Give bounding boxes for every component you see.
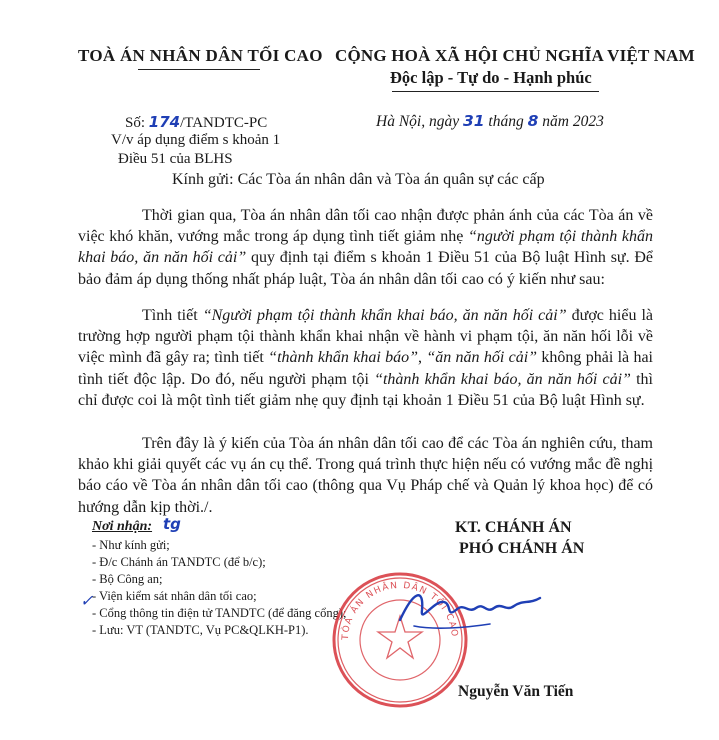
handwritten-signature: [394, 580, 544, 640]
list-item: - Lưu: VT (TANDTC, Vụ PC&QLKH-P1).: [92, 622, 309, 637]
quoted-term: “ăn năn hối cải”: [426, 349, 538, 367]
header-rule-left: [138, 69, 260, 70]
date-month-label: tháng: [484, 113, 528, 130]
signer-name: Nguyễn Văn Tiến: [458, 683, 574, 700]
text-run: Thời gian qua, Tòa án nhân dân tối cao nhận được phản ánh của các Tòa án về việc khó khăn, vướng mắc trong áp dụng tình tiết giảm nhẹ: [78, 207, 653, 246]
date-year: năm 2023: [538, 113, 604, 130]
recipients-title: [92, 519, 152, 535]
text-run: thì chỉ được coi là một tình tiết giảm nhẹ quy định tại khoản 1 Điều 51 của Bộ luật Hình sự.: [78, 370, 654, 409]
court-name: TOÀ ÁN NHÂN DÂN TỐI CAO: [78, 46, 323, 65]
header-rule-right: [392, 91, 599, 92]
quoted-term: “thành khẩn khai báo”: [268, 349, 419, 367]
handwritten-initials: tg: [163, 515, 181, 533]
body-paragraph-2: [78, 305, 653, 411]
document-number: [125, 113, 267, 132]
signature-title-2: PHÓ CHÁNH ÁN: [459, 540, 585, 557]
date-line: [376, 112, 604, 131]
date-place: Hà Nội, ngày: [376, 113, 463, 130]
text-run: Tình tiết: [142, 307, 203, 324]
list-item: - Đ/c Chánh án TANDTC (để b/c);: [92, 554, 266, 569]
seal-text: TÒA ÁN NHÂN DÂN TỐI CAO: [340, 580, 460, 641]
list-item: - Viện kiểm sát nhân dân tối cao;: [92, 588, 257, 603]
text-run: Trên đây là ý kiến của Tòa án nhân dân tối cao để các Tòa án nghiên cứu, tham khảo khi giải quyết các vụ án cụ thể. Trong quá trình thực hiện nếu có vướng mắc đề nghị báo cáo về Tòa án nhân dân tối cao (thông qua Vụ Pháp chế và Quản lý khoa học) để có hướng dẫn kịp thời./.: [78, 435, 654, 516]
subject-line-2: Điều 51 của BLHS: [118, 151, 233, 167]
list-item: - Như kính gửi;: [92, 538, 170, 552]
recipients-title-text: Nơi nhận:: [92, 519, 153, 534]
body-paragraph-3: [78, 433, 653, 518]
recipient-line: Kính gửi: Các Tòa án nhân dân và Tòa án quân sự các cấp: [172, 171, 545, 188]
number-suffix: /TANDTC-PC: [180, 115, 268, 131]
date-month: 8: [527, 112, 539, 130]
list-item: - Cổng thông tin điện tử TANDTC (để đăng cổng);: [92, 605, 347, 620]
subject-line-1: V/v áp dụng điểm s khoản 1: [111, 132, 281, 148]
text-run: ,: [418, 349, 427, 367]
quoted-term: “người phạm tội thành khẩn khai báo, ăn năn hối cải”: [78, 228, 653, 267]
number-prefix: Số:: [125, 115, 149, 131]
text-run: không phải là hai tình tiết độc lập. Do đó, nếu người phạm tội: [78, 349, 654, 388]
handwritten-number: 174: [148, 113, 181, 131]
text-run: được hiểu là trường hợp người phạm tội thành khẩn khai nhận về hành vi phạm tội, ăn năn hối lỗi về việc mình đã gây ra; tình tiết: [78, 307, 654, 367]
date-day: 31: [462, 112, 485, 130]
text-run: quy định tại điểm s khoản 1 Điều 51 của Bộ luật Hình sự. Để bảo đảm áp dụng thống nhất pháp luật, Tòa án nhân dân tối cao có ý kiến như sau:: [78, 249, 654, 288]
recipients-list: [92, 537, 346, 638]
national-motto: Độc lập - Tự do - Hạnh phúc: [390, 68, 592, 87]
nation-title: CỘNG HOÀ XÃ HỘI CHỦ NGHĨA VIỆT NAM: [335, 46, 695, 65]
checkmark-icon: ✓: [80, 593, 94, 610]
body-paragraph-1: [78, 205, 653, 290]
quoted-term: “thành khẩn khai báo, ăn năn hối cải”: [374, 370, 631, 388]
list-item: - Bộ Công an;: [92, 571, 163, 586]
signature-title-1: KT. CHÁNH ÁN: [455, 519, 572, 536]
quoted-term: “Người phạm tội thành khẩn khai báo, ăn năn hối cải”: [202, 307, 567, 324]
